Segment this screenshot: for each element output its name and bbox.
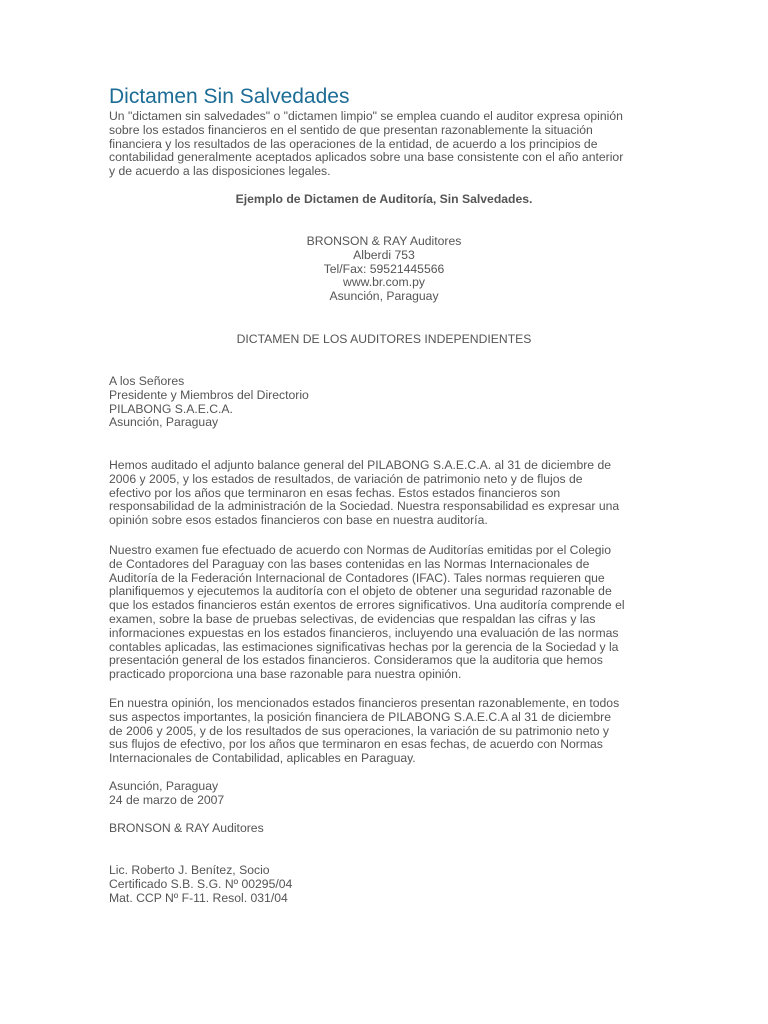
paragraph-line: de Contadores del Paraguay con las bases contenidas en las Normas Internacionales de xyxy=(109,556,590,571)
paragraph-line: examen, sobre la base de pruebas selectivas, de evidencias que respaldan las cifras y las xyxy=(109,611,596,626)
paragraph-line: de 2006 y 2005, y de los resultados de sus operaciones, la variación de su patrimonio neto y xyxy=(109,723,609,738)
signatory-line: Mat. CCP Nº F-11. Resol. 031/04 xyxy=(109,890,288,905)
paragraph-line: Nuestro examen fue efectuado de acuerdo con Normas de Auditorías emitidas por el Colegio xyxy=(109,543,612,557)
paragraph-line: practicado proporciona una base razonable para nuestra opinión. xyxy=(109,667,462,682)
paragraph-line: En nuestra opinión, los mencionados estados financieros presentan razonablemente, en todos xyxy=(109,696,620,710)
addressee-line: PILABONG S.A.E.C.A. xyxy=(109,401,233,416)
example-heading: Ejemplo de Dictamen de Auditoría, Sin Salvedades. xyxy=(235,192,533,206)
intro-line: y de acuerdo a las disposiciones legales. xyxy=(109,164,331,179)
paragraph-line: planifiquemos y ejecutemos la auditoría con el objeto de obtener una seguridad razonable de xyxy=(109,584,612,599)
paragraph-line: responsabilidad de la administración de la Sociedad. Nuestra responsabilidad es expresar una xyxy=(109,499,620,514)
paragraph-line: Auditoría de la Federación Internacional de Contadores (IFAC). Tales normas requieren que xyxy=(109,570,605,585)
place-date-block xyxy=(109,780,659,808)
intro-paragraph xyxy=(109,110,659,179)
paragraph-line: efectivo por los años que terminaron en esas fechas. Estos estados financieros son xyxy=(109,485,561,500)
paragraph-3 xyxy=(109,697,659,766)
firm-website: www.br.com.py xyxy=(343,275,425,290)
paragraph-line: sus aspectos importantes, la posición financiera de PILABONG S.A.E.C.A al 31 de diciembre xyxy=(109,709,611,724)
firm-address: Alberdi 753 xyxy=(353,247,415,262)
intro-line: financiera y los resultados de las operaciones de la entidad, de acuerdo a los principios de xyxy=(109,136,598,151)
intro-line: contabilidad generalmente aceptados aplicados sobre una base consistente con el año anterior xyxy=(109,150,624,165)
paragraph-2 xyxy=(109,544,659,682)
signing-firm: BRONSON & RAY Auditores xyxy=(109,821,264,835)
firm-phone: Tel/Fax: 59521445566 xyxy=(323,261,445,276)
firm-city: Asunción, Paraguay xyxy=(329,289,439,304)
addressee-block xyxy=(109,375,659,430)
paragraph-line: Internacionales de Contabilidad, aplicables en Paraguay. xyxy=(109,751,416,766)
addressee-line: A los Señores xyxy=(109,374,185,388)
paragraph-line: presentación general de los estados financieros. Consideramos que la auditoria que hemos xyxy=(109,653,603,668)
addressee-line: Presidente y Miembros del Directorio xyxy=(109,387,309,402)
firm-header-block xyxy=(0,235,768,304)
paragraph-line: opinión sobre esos estados financieros con base en nuestra auditoría. xyxy=(109,513,488,528)
signatory-block xyxy=(109,864,659,905)
paragraph-line: Hemos auditado el adjunto balance general del PILABONG S.A.E.C.A. al 31 de diciembre de xyxy=(109,458,612,472)
firm-name: BRONSON & RAY Auditores xyxy=(306,234,462,248)
paragraph-line: informaciones expuestas en los estados financieros, incluyendo una evaluación de las normas xyxy=(109,625,619,640)
signatory-line: Certificado S.B. S.G. Nº 00295/04 xyxy=(109,876,293,891)
place-line: Asunción, Paraguay xyxy=(109,779,219,793)
paragraph-line: que los estados financieros están exentos de errores significativos. Una auditoría comprende el xyxy=(109,598,625,613)
paragraph-line: contables aplicadas, las estimaciones significativas hechas por la gerencia de la Sociedad y la xyxy=(109,639,619,654)
page-title: Dictamen Sin Salvedades xyxy=(109,85,350,108)
paragraph-line: sus flujos de efectivo, por los años que terminaron en esas fechas, de acuerdo con Normas xyxy=(109,737,603,752)
paragraph-line: 2006 y 2005, y los estados de resultados, de variación de patrimonio neto y de flujos de xyxy=(109,471,583,486)
date-line: 24 de marzo de 2007 xyxy=(109,792,225,807)
paragraph-1 xyxy=(109,459,659,528)
addressee-line: Asunción, Paraguay xyxy=(109,415,219,430)
signatory-line: Lic. Roberto J. Benítez, Socio xyxy=(109,863,270,877)
report-heading: DICTAMEN DE LOS AUDITORES INDEPENDIENTES xyxy=(236,332,532,346)
intro-line: Un "dictamen sin salvedades" o "dictamen limpio" se emplea cuando el auditor expresa opinión xyxy=(109,109,623,123)
intro-line: sobre los estados financieros en el sentido de que presentan razonablemente la situación xyxy=(109,122,593,137)
